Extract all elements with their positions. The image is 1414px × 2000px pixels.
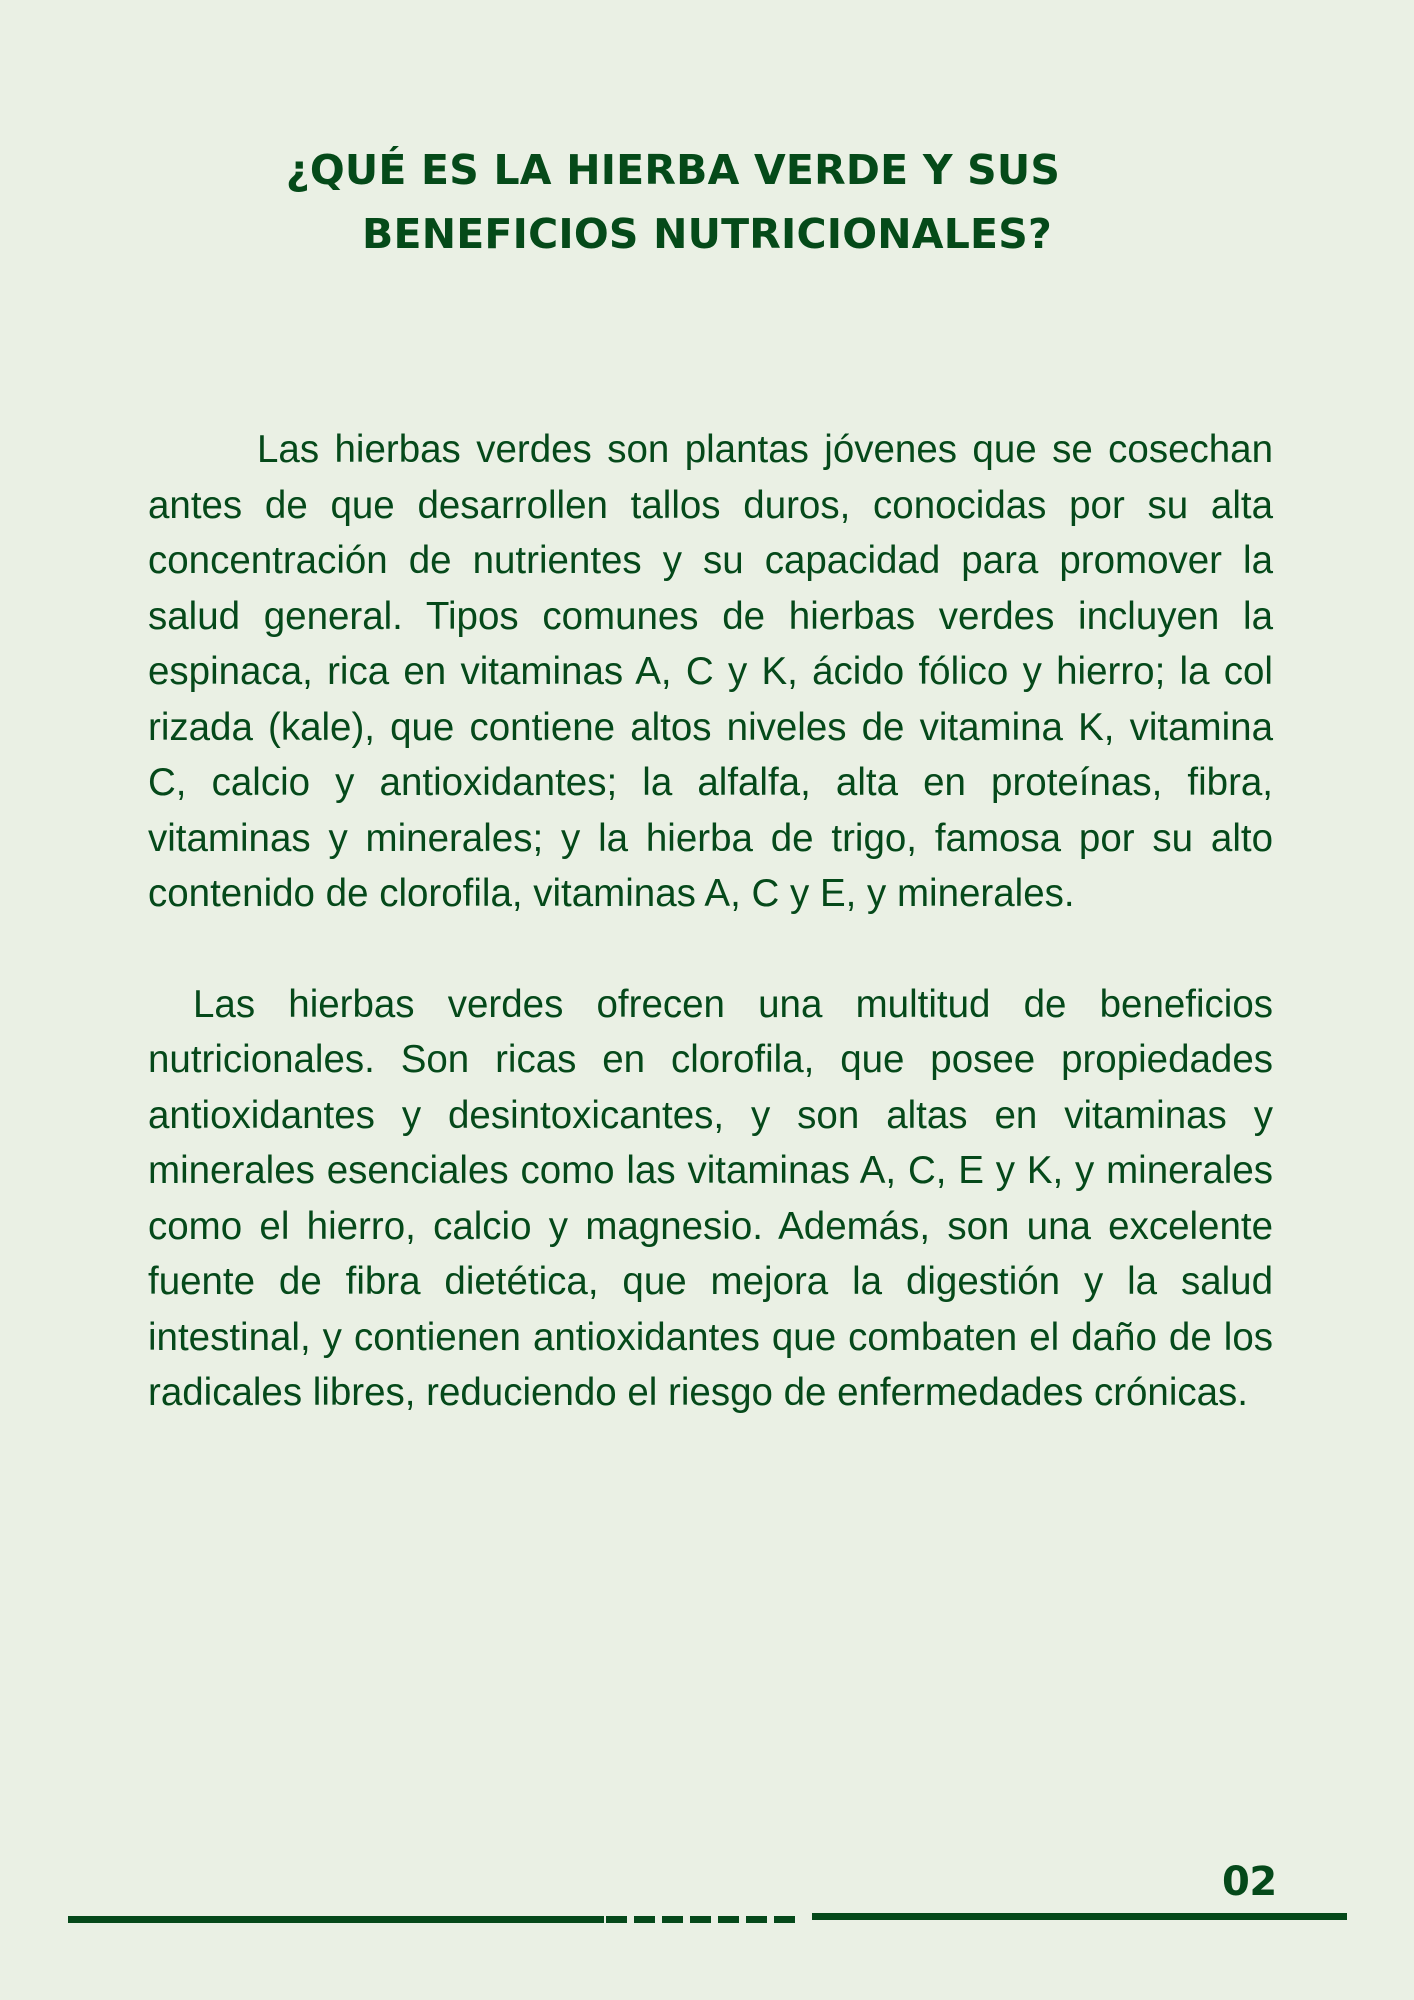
page-title [0,138,1414,266]
title-line-2: BENEFICIOS NUTRICIONALES? [362,210,1052,258]
dash-segment [746,1916,767,1923]
paragraph-benefits: Las hierbas verdes ofrecen una multitud de beneficios nutricionales. Son ricas en clorofila, que posee propiedades antioxidantes y desintoxicantes, y son altas en vitaminas y minerales esenciales como las vitaminas A, C, E y K, y minerales como el hierro, calcio y magnesio. Además, son una excelente fuente de fibra dietética, que mejora la digestión y la salud intestinal, y contienen antioxidantes que combaten el daño de los radicales libres, reduciendo el riesgo de enfermedades crónicas. [148,982,1273,1414]
paragraph-intro: Las hierbas verdes son plantas jóvenes que se cosechan antes de que desarrollen tallos duros, conocidas por su alta concentración de nutrientes y su capacidad para promover la salud general. Tipos comunes de hierbas verdes incluyen la espinaca, rica en vitaminas A, C y K, ácido fólico y hierro; la col rizada (kale), que contiene altos niveles de vitamina K, vitamina C, calcio y antioxidantes; la alfalfa, alta en proteínas, fibra, vitaminas y minerales; y la hierba de trigo, famosa por su alto contenido de clorofila, vitaminas A, C y E, y minerales. [148,428,1273,915]
page-number: 02 [1222,1859,1277,1905]
dash-segment [718,1916,739,1923]
dash-segment [606,1916,627,1923]
dash-segment [634,1916,655,1923]
footer-rule-left [68,1916,604,1923]
dash-segment [662,1916,683,1923]
footer-dashed-rule [606,1916,812,1923]
footer-rule-right [812,1913,1347,1920]
dash-segment [774,1916,795,1923]
dash-segment [690,1916,711,1923]
title-line-1: ¿QUÉ ES LA HIERBA VERDE Y SUS [285,146,1061,194]
body-text [148,422,1273,1421]
